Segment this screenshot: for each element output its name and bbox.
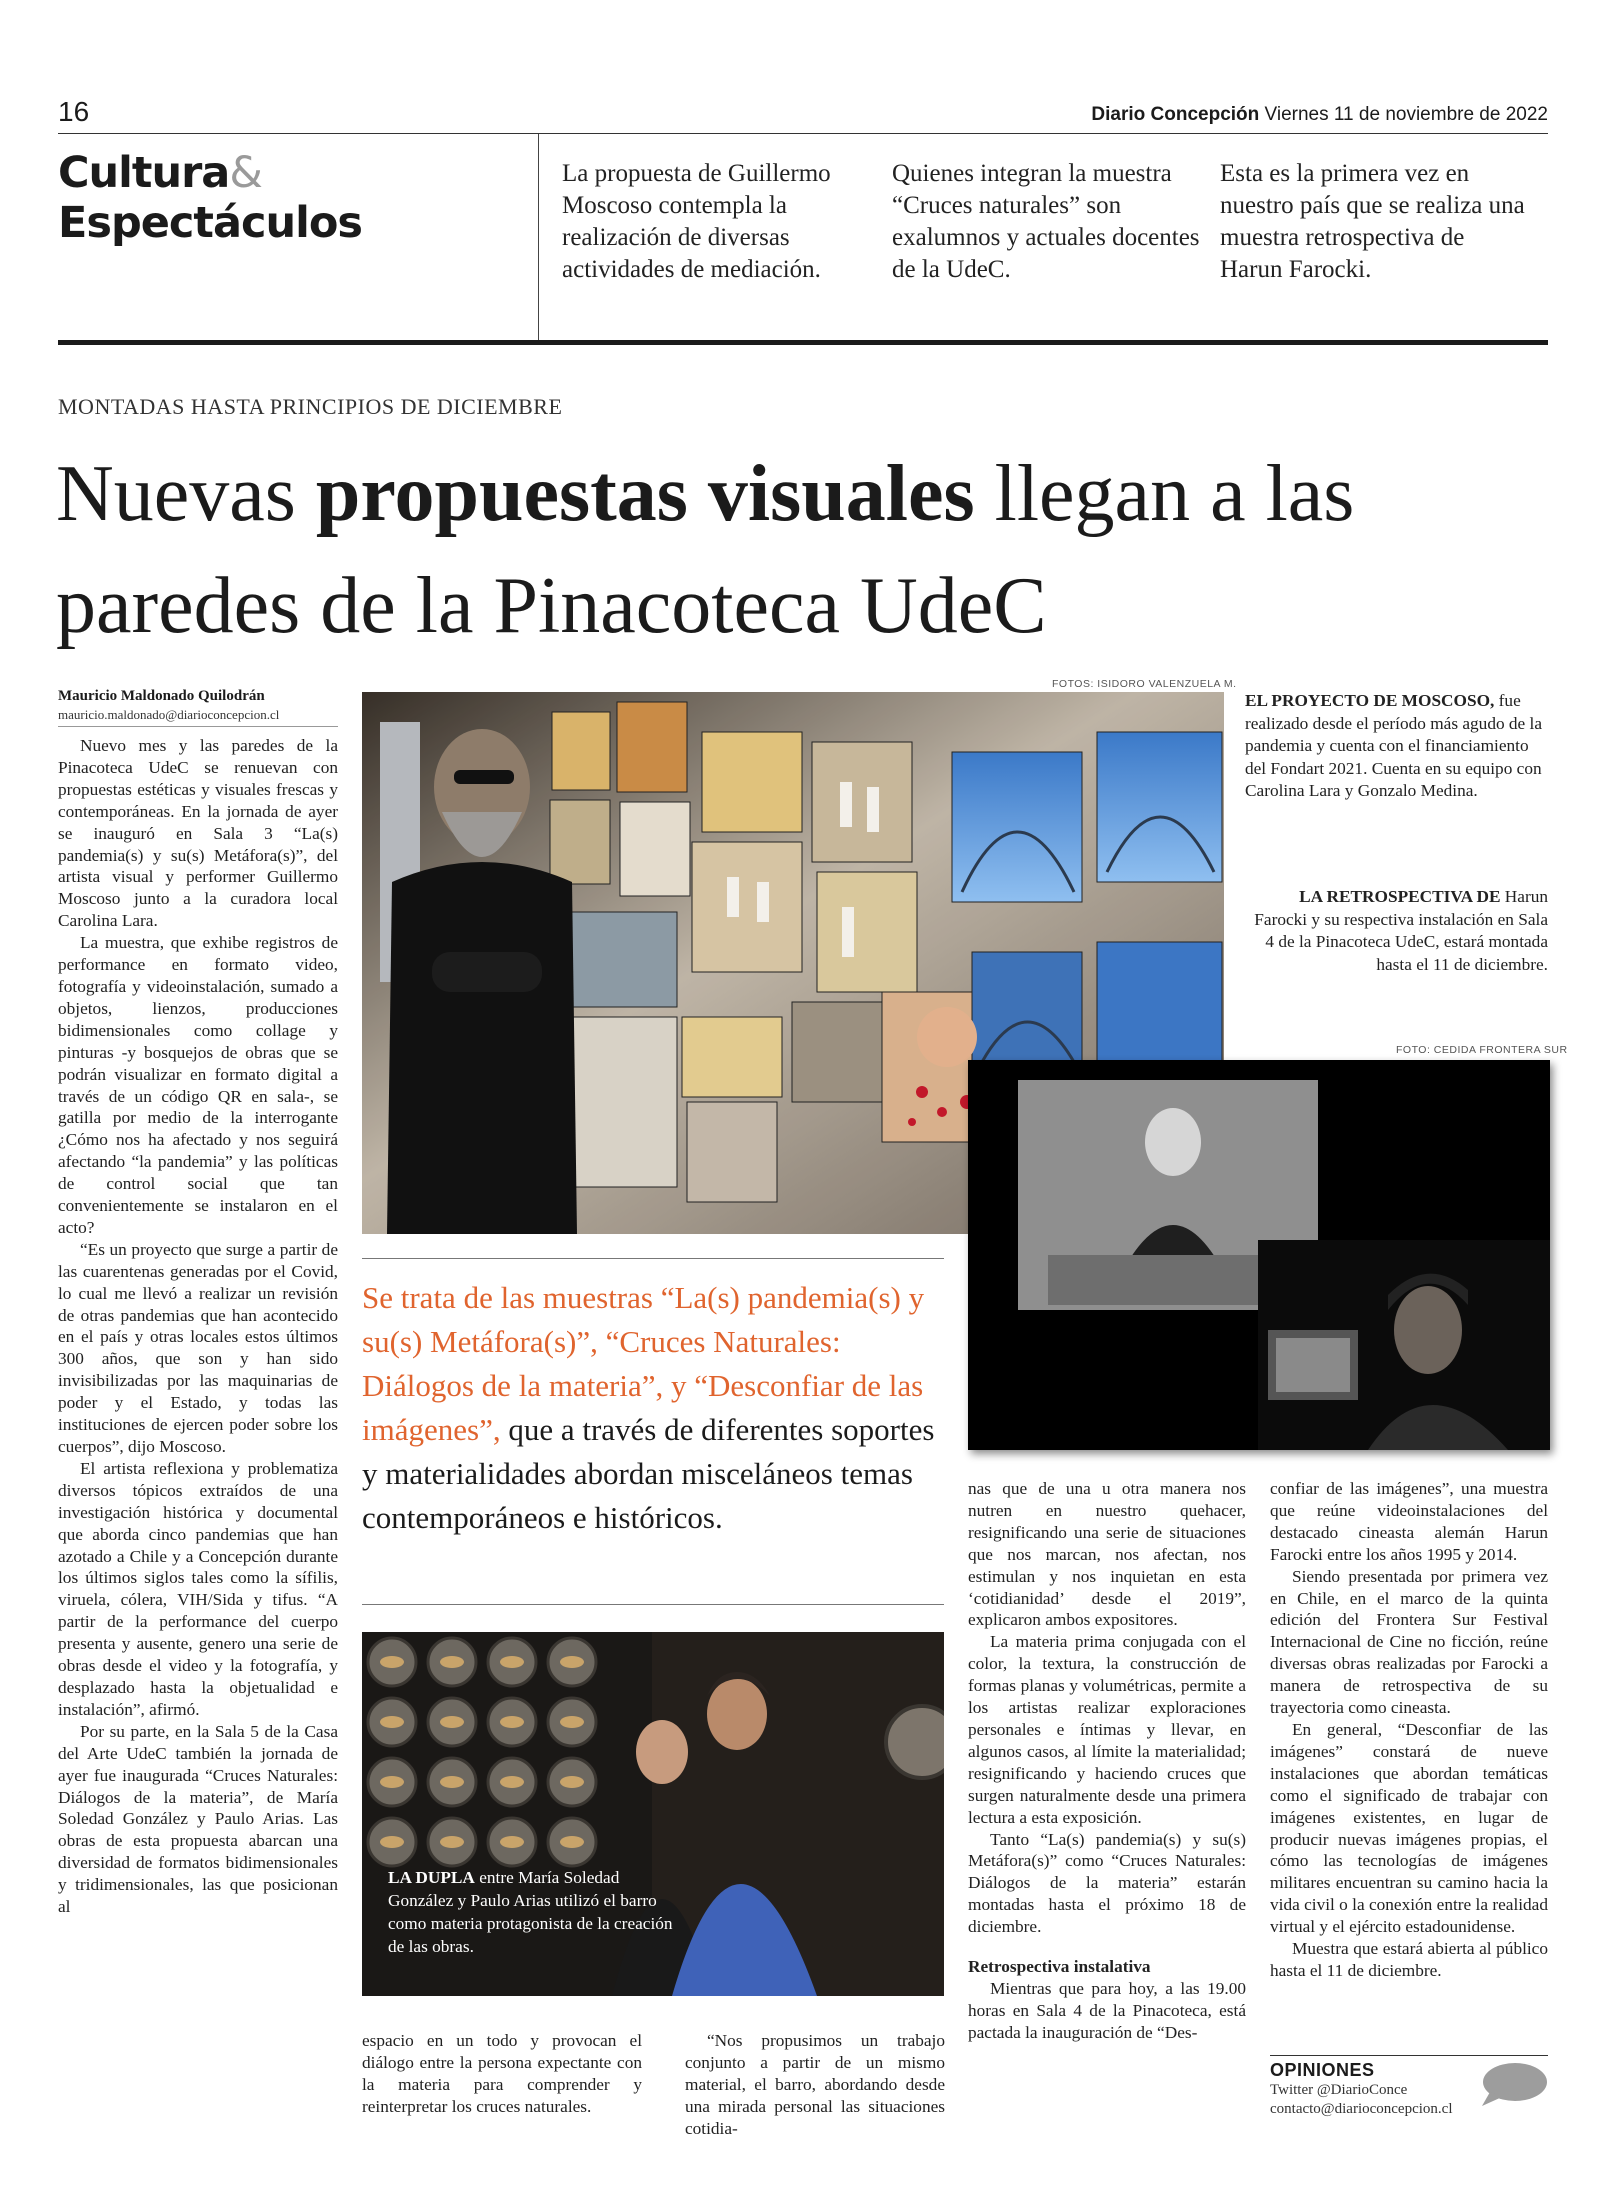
caption-retro-lead: LA RETROSPECTIVA DE xyxy=(1299,887,1501,906)
section-title-part2: Espectáculos xyxy=(58,198,362,248)
paragraph: El artista reflexiona y problematiza diversos tópicos extraídos de una investigación histórica y documental que aborda cinco pandemias que han azotado a Chile y a Concepción durante los últimos siglos tales como la sífilis, viruela, cólera, VIH/Sida y tifus. “A partir de la performance del cuerpo presenta y ausente, genero una serie de obras desde el video y la fotografía, y desplazado hasta la objetualidad e instalación”, afirmó. xyxy=(58,1458,338,1719)
caption-moscoso-text: fue realizado desde el período más agudo de la pandemia y cuenta con el financiamiento del Fondart 2021. Cuenta en su equipo con Carolina Lara y Gonzalo Medina. xyxy=(1245,691,1543,800)
caption-dupla-lead: LA DUPLA xyxy=(388,1868,475,1887)
page-number: 16 xyxy=(58,96,90,127)
body-column-2 xyxy=(362,2030,642,2118)
teaser-2: Quienes integran la muestra “Cruces naturales” son exalumnos y actuales docentes de la UdeC. xyxy=(892,160,1200,283)
photo-farocki-illustration xyxy=(968,1060,1550,1450)
photo-credit-main: FOTOS: ISIDORO VALENZUELA M. xyxy=(1052,678,1237,690)
paragraph: Muestra que estará abierta al público hasta el 11 de diciembre. xyxy=(1270,1939,1548,1980)
body-column-3 xyxy=(685,2030,945,2140)
opinions-title: OPINIONES xyxy=(1270,2060,1375,2080)
paragraph: Tanto “La(s) pandemia(s) y su(s) Metáfora(s)” como “Cruces Naturales: Diálogos de la materia” estarán montadas hasta el próximo 18 de diciembre. xyxy=(968,1829,1246,1937)
header-heavy-rule xyxy=(58,340,1548,345)
speech-bubble-icon-shape xyxy=(1478,2060,1548,2110)
paragraph: “Es un proyecto que surge a partir de las cuarentenas generadas por el Covid, lo cual me llevó a realizar un revisión de otras pandemias que han acontecido en el país y otras locales estos últimos 300 años, que son y han sido invisibilizadas por las maquinarias de poder y el Estado, y todas las instituciones de ejercen poder sobre los cuerpos”, dijo Moscoso. xyxy=(58,1239,338,1456)
photo-farocki-installation xyxy=(968,1060,1550,1450)
opinions-email[interactable]: contacto@diarioconcepcion.cl xyxy=(1270,2101,1453,2117)
caption-moscoso xyxy=(1245,690,1545,803)
paragraph: La muestra, que exhibe registros de performance en formato video, fotografía y videoinstalación, sumado a objetos, lienzos, producciones bidimensionales como collage y pinturas -y bosquejos de obras que se podrán visualizar en formato digital a través de un código QR en sala-, se gatilla por medio de la interrogante ¿Cómo nos ha afectado y nos seguirá afectando “la pandemia” y las políticas de control social que tan convenientemente se instalaron en el acto? xyxy=(58,933,338,1237)
paragraph: La materia prima conjugada con el color, la textura, la construcción de formas planas y volumétricas, permite a los artistas realizar exploraciones personales e íntimas y llevar, en algunos casos, al límite la materialidad; resignificando y haciendo cruces que surgen naturalmente desde una primera lectura a esta exposición. xyxy=(968,1632,1246,1827)
paragraph: Nuevo mes y las paredes de la Pinacoteca UdeC se renuevan con propuestas estéticas y visuales frescas y contemporáneas. En la jornada de ayer se inauguró en Sala 3 “La(s) pandemia(s) y su(s) Metáfora(s)”, del artista visual y performer Guillermo Moscoso junto a la curadora local Carolina Lara. xyxy=(58,736,338,931)
issue-date: Viernes 11 de noviembre de 2022 xyxy=(1264,104,1548,125)
teaser-1: La propuesta de Guillermo Moscoso contempla la realización de diversas actividades de mediación. xyxy=(562,160,831,283)
caption-dupla xyxy=(388,1866,688,1958)
section-title xyxy=(58,148,362,248)
body-column-1 xyxy=(58,735,338,1918)
subheading-retrospectiva: Retrospectiva instalativa xyxy=(968,1957,1151,1977)
headline-part2: llegan a las paredes de la Pinacoteca UdeC xyxy=(56,450,1355,650)
pullquote-rule-top xyxy=(362,1258,944,1259)
caption-dupla-text: entre María Soledad González y Paulo Arias utilizó el barro como materia protagonista de la creación de las obras. xyxy=(388,1868,673,1956)
paragraph: nas que de una u otra manera nos nutren en nuestro quehacer, resignificando una serie de situaciones que nos marcan, nos afectan, nos estimulan y nos inquietan en esta ‘cotidianidad’ desde el 2019”, explicaron ambos expositores. xyxy=(968,1479,1246,1630)
paragraph: “Nos propusimos un trabajo conjunto a partir de un mismo material, el barro, abordando desde una mirada personal las situaciones cotidia- xyxy=(685,2031,945,2138)
byline-rule xyxy=(58,726,338,727)
byline-author: Mauricio Maldonado Quilodrán xyxy=(58,688,265,704)
pullquote-accent: Se trata de las muestras “La(s) pandemia(s) y su(s) Metáfora(s)”, “Cruces Naturales: Diálogos de la materia”, y “Desconfiar de las imágenes”, xyxy=(362,1280,925,1447)
paragraph: Por su parte, en la Sala 5 de la Casa del Arte UdeC también la jornada de ayer fue inaugurada “Cruces Naturales: Diálogos de la materia”, de María Soledad González y Paulo Arias. Las obras de esta propuesta abarcan una diversidad de formatos bidimensionales y tridimensionales, las que posicionan al xyxy=(58,1721,338,1917)
top-rule xyxy=(58,133,1548,134)
section-title-part1: Cultura xyxy=(58,148,230,198)
kicker: MONTADAS HASTA PRINCIPIOS DE DICIEMBRE xyxy=(58,394,563,419)
newspaper-name: Diario Concepción xyxy=(1091,104,1260,125)
paragraph: Siendo presentada por primera vez en Chile, en el marco de la quinta edición del Frontera Sur Festival Internacional de Cine no ficción, reúne diversas obras realizadas por Farocki a manera de retrospectiva de su trayectoria como cineasta. xyxy=(1270,1566,1548,1718)
paragraph: confiar de las imágenes”, una muestra que reúne videoinstalaciones del destacado cineasta alemán Harun Farocki entre los años 1995 y 2014. xyxy=(1270,1479,1548,1564)
caption-retrospectiva xyxy=(1248,886,1548,976)
header-divider xyxy=(538,134,539,342)
paragraph: espacio en un todo y provocan el diálogo entre la persona expectante con la materia para comprender y reinterpretar los cruces naturales. xyxy=(362,2031,642,2116)
body-column-5 xyxy=(1270,1478,1548,1982)
headline xyxy=(56,438,1556,662)
byline-email: mauricio.maldonado@diarioconcepcion.cl xyxy=(58,707,280,722)
opinions-rule xyxy=(1270,2055,1548,2056)
pullquote xyxy=(362,1276,952,1540)
pullquote-rule-bottom xyxy=(362,1604,944,1605)
pullquote-rest: que a través de diferentes soportes y materialidades abordan misceláneos temas contemporáneos e históricos. xyxy=(362,1412,935,1535)
headline-bold: propuestas visuales xyxy=(315,450,975,538)
headline-part1: Nuevas xyxy=(56,450,316,538)
caption-moscoso-lead: EL PROYECTO DE MOSCOSO, xyxy=(1245,691,1495,710)
section-title-amp: & xyxy=(229,148,262,198)
body-column-4 xyxy=(968,1478,1246,2044)
paragraph: Mientras que para hoy, a las 19.00 horas en Sala 4 de la Pinacoteca, está pactada la inauguración de “Des- xyxy=(968,1978,1246,2042)
photo-credit-farocki: FOTO: CEDIDA FRONTERA SUR xyxy=(1396,1044,1568,1056)
caption-retro-text: Harun Farocki y su respectiva instalación en Sala 4 de la Pinacoteca UdeC, estará montada hasta el 11 de diciembre. xyxy=(1254,887,1548,974)
opinions-twitter[interactable]: Twitter @DiarioConce xyxy=(1270,2082,1408,2098)
speech-bubble-icon xyxy=(1478,2060,1548,2110)
teaser-3: Esta es la primera vez en nuestro país que se realiza una muestra retrospectiva de Harun Farocki. xyxy=(1220,160,1525,283)
masthead xyxy=(1091,104,1548,126)
paragraph: En general, “Desconfiar de las imágenes” constará de nueve instalaciones que abordan temáticas como el significado de trabajar con imágenes existentes, en lugar de producir nuevas imágenes propias, el cómo las tecnologías de imágenes militares encuentran su camino hacia la vida civil o la conexión entre la realidad virtual y el ejército estadounidense. xyxy=(1270,1719,1548,1937)
